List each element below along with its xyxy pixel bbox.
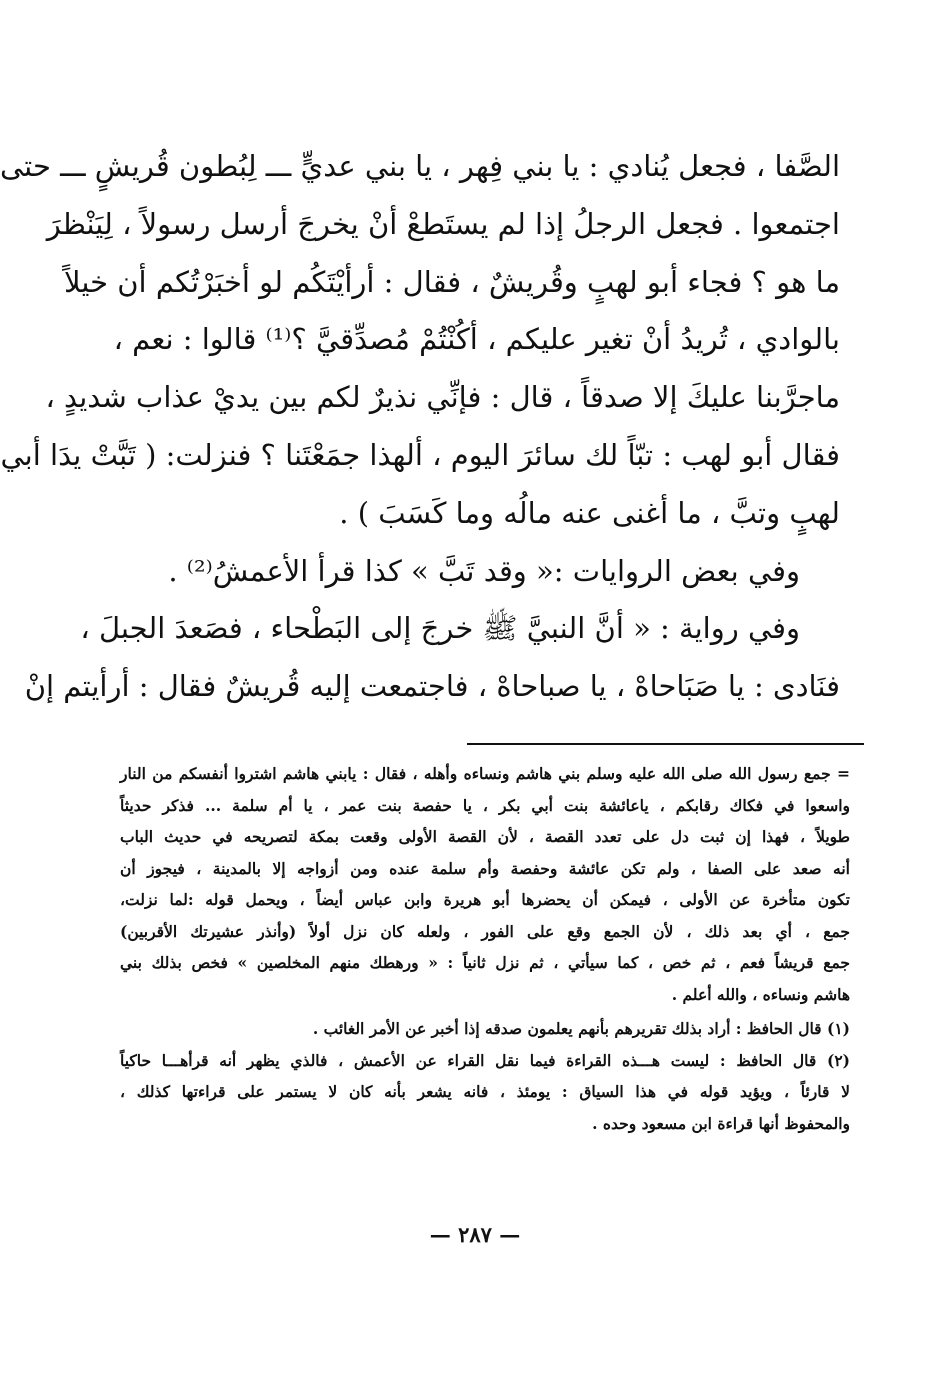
- main-text-line: اجتمعوا . فجعل الرجلُ إذا لم يستَطعْ أنْ يخرجَ أرسل رسولاً ، لِيَنْظرَ: [46, 206, 840, 241]
- footnote-separator-rule: [467, 743, 864, 745]
- main-text-line: لهبٍ وتبَّ ، ما أغنى عنه مالُه وما كَسَبَ ) .: [339, 495, 840, 530]
- main-text-line: فقال أبو لهب : تبّاً لك سائرَ اليوم ، ألهذا جمَعْتَنا ؟ فنزلت: ( تَبَّتْ يدَا أبي: [0, 437, 840, 472]
- footnote-2: (٢) قال الحافظ : ليست هـــذه القراءة فيما نقل القراء عن الأعمش ، فالذي يظهر أنه قرأهـــا حاكياً: [120, 1050, 850, 1070]
- footnote-line: جمع قريشاً فعم ، ثم خص ، كما سيأتي ، ثم نزل ثانياً : « ورهطك منهم المخلصين » فخص بذلك بني: [120, 953, 850, 972]
- footnote-line: طويلاً ، فهذا إن ثبت دل على تعدد القصة ، لأن القصة الأولى وقعت بمكة لتصريحه في حديث الباب: [120, 827, 850, 846]
- footnote-1: (١) قال الحافظ : أراد بذلك تقريرهم بأنهم يعلمون صدقه إذا أخبر عن الأمر الغائب .: [312, 1019, 850, 1038]
- main-text-line: ماجرَّبنا عليكَ إلا صدقاً ، قال : فإنِّي نذيرٌ لكم بين يديْ عذاب شديدٍ ،: [45, 380, 840, 415]
- main-text-line: فنَادى : يا صَبَاحاهْ ، يا صباحاهْ ، فاجتمعت إليه قُريشٌ فقال : أرأيتم إنْ: [24, 669, 840, 704]
- footnote-line: أنه صعد على الصفا ، ولم تكن عائشة وحفصة وأم سلمة عنده ومن أزواجه إلا بالمدينة ، فيجوز أن: [120, 858, 850, 878]
- main-text-line: وفي بعض الروايات :« وقد تَبَّ » كذا قرأ الأعمشُ⁽²⁾ .: [168, 553, 800, 588]
- footnote-line: واسعوا في فكاك رقابكم ، ياعائشة بنت أبي بكر ، يا حفصة بنت عمر ، يا أم سلمة ... فذكر حديثاً: [120, 795, 850, 815]
- footnote-line: هاشم ونساءه ، والله أعلم .: [671, 984, 850, 1004]
- footnote-line: والمحفوظ أنها قراءة ابن مسعود وحده .: [592, 1113, 850, 1133]
- book-page: [2, 0, 948, 1373]
- footnote-line: = جمع رسول الله صلى الله عليه وسلم بني هاشم ونساءه وأهله ، فقال : يابني هاشم اشتروا أنفسكم من النار: [120, 764, 850, 783]
- footnote-line: جمع ، أي بعد ذلك ، لأن الجمع وقع على الفور ، ولعله كان نزل أولاً (وأنذر عشيرتك الأقربين): [120, 921, 850, 941]
- main-text-line: وفي رواية : « أنَّ النبيَّ ﷺ خرجَ إلى البَطْحاء ، فصَعدَ الجبلَ ،: [80, 611, 800, 646]
- main-text-line: بالوادي ، تُريدُ أنْ تغير عليكم ، أكُنْتُمْ مُصدِّقيَّ ؟⁽¹⁾ قالوا : نعم ،: [113, 322, 840, 357]
- page-number: — ٢٨٧ —: [429, 1222, 521, 1247]
- footnotes-block: [120, 758, 850, 1139]
- main-text-block: [0, 138, 840, 716]
- main-text-line: الصَّفا ، فجعل يُنادي : يا بني فِهر ، يا بني عديٍّ ـــ لِبُطون قُريشٍ ـــ حتى: [0, 149, 840, 183]
- main-text-line: ما هو ؟ فجاء أبو لهبٍ وقُريشٌ ، فقال : أرأيْتَكُم لو أخبَرْتُكم أن خيلاً: [64, 264, 840, 299]
- footnote-line: لا قارئاً ، ويؤيد قوله في هذا السياق : يومئذ ، فانه يشعر بأنه كان لا يستمر على قراءتها كذلك ،: [120, 1082, 850, 1101]
- footnote-line: تكون متأخرة عن الأولى ، فيمكن أن يحضرها أبو هريرة وابن عباس أيضاً ، ويحمل قوله :لما نزلت،: [120, 890, 850, 909]
